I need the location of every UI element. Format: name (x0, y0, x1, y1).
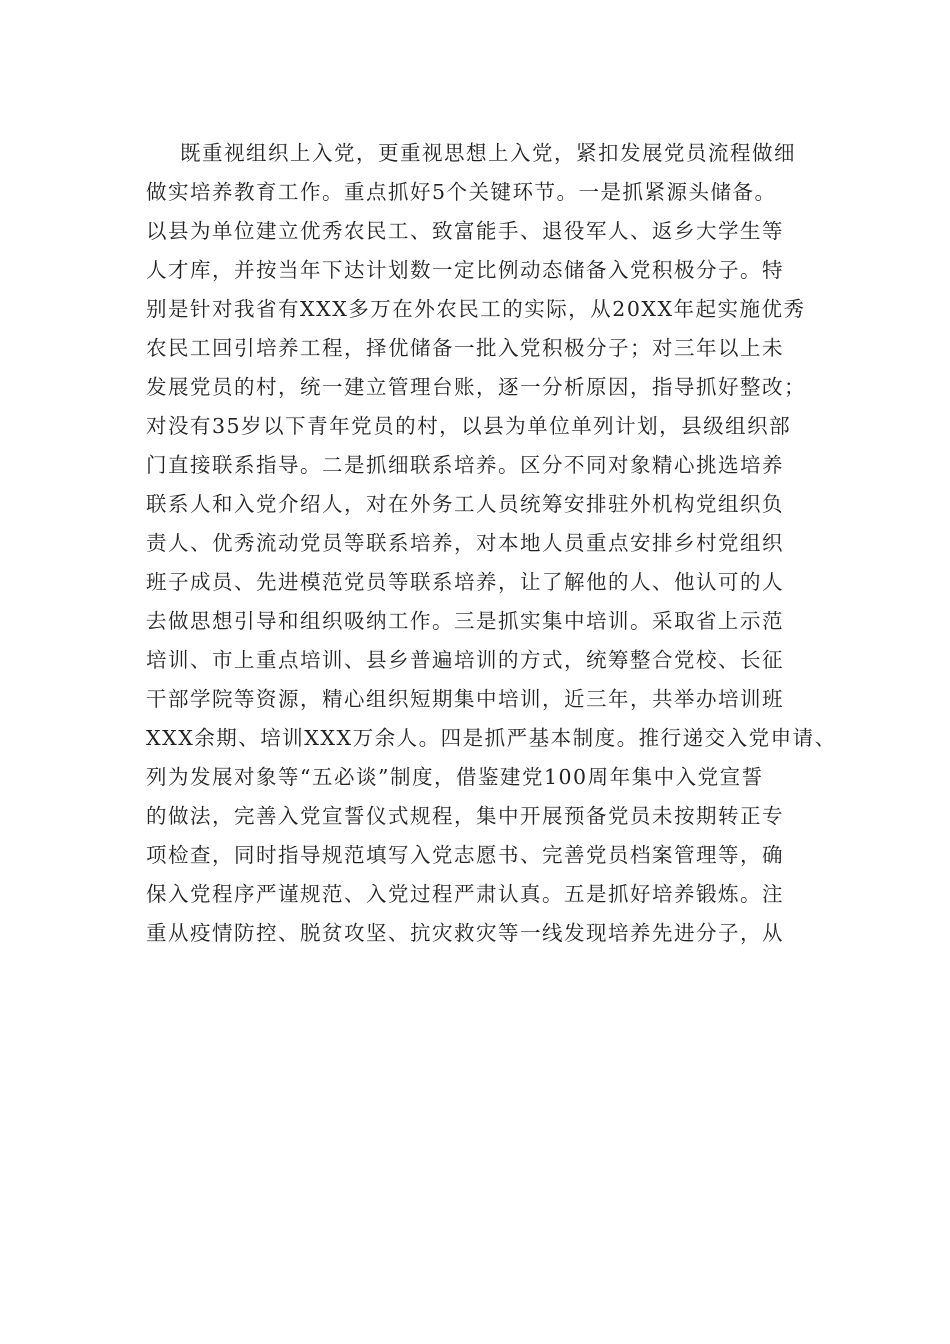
text-line: XXX余期、培训XXX万余人。四是抓严基本制度。推行递交入党申请、 (146, 726, 837, 750)
text-line: 重从疫情防控、脱贫攻坚、抗灾救灾等一线发现培养先进分子，从 (146, 921, 784, 945)
text-line: 对没有35岁以下青年党员的村，以县为单位单列计划，县级组织部 (146, 414, 792, 438)
text-line: 既重视组织上入党，更重视思想上入党，紧扣发展党员流程做细 (180, 141, 796, 165)
paragraph (146, 134, 837, 953)
text-line: 以县为单位建立优秀农民工、致富能手、退役军人、返乡大学生等 (146, 219, 784, 243)
text-line: 去做思想引导和组织吸纳工作。三是抓实集中培训。采取省上示范 (146, 609, 784, 633)
text-line: 农民工回引培养工程，择优储备一批入党积极分子；对三年以上未 (146, 336, 784, 360)
text-line: 责人、优秀流动党员等联系培养，对本地人员重点安排乡村党组织 (146, 531, 784, 555)
text-line: 别是针对我省有XXX多万在外农民工的实际，从20XX年起实施优秀 (146, 297, 806, 321)
text-line: 发展党员的村，统一建立管理台账，逐一分析原因，指导抓好整改； (146, 375, 806, 399)
text-line: 门直接联系指导。二是抓细联系培养。区分不同对象精心挑选培养 (146, 453, 784, 477)
text-line: 培训、市上重点培训、县乡普遍培训的方式，统筹整合党校、长征 (146, 648, 784, 672)
text-line: 列为发展对象等“五必谈”制度，借鉴建党100周年集中入党宣誓 (146, 765, 764, 789)
text-line: 做实培养教育工作。重点抓好5个关键环节。一是抓紧源头储备。 (146, 180, 777, 204)
text-line: 保入党程序严谨规范、入党过程严肃认真。五是抓好培养锻炼。注 (146, 882, 784, 906)
text-line: 人才库，并按当年下达计划数一定比例动态储备入党积极分子。特 (146, 258, 784, 282)
text-line: 班子成员、先进模范党员等联系培养，让了解他的人、他认可的人 (146, 570, 784, 594)
text-line: 的做法，完善入党宣誓仪式规程，集中开展预备党员未按期转正专 (146, 804, 784, 828)
text-line: 项检查，同时指导规范填写入党志愿书、完善党员档案管理等，确 (146, 843, 784, 867)
text-line: 联系人和入党介绍人，对在外务工人员统筹安排驻外机构党组织负 (146, 492, 784, 516)
text-line: 干部学院等资源，精心组织短期集中培训，近三年，共举办培训班 (146, 687, 784, 711)
